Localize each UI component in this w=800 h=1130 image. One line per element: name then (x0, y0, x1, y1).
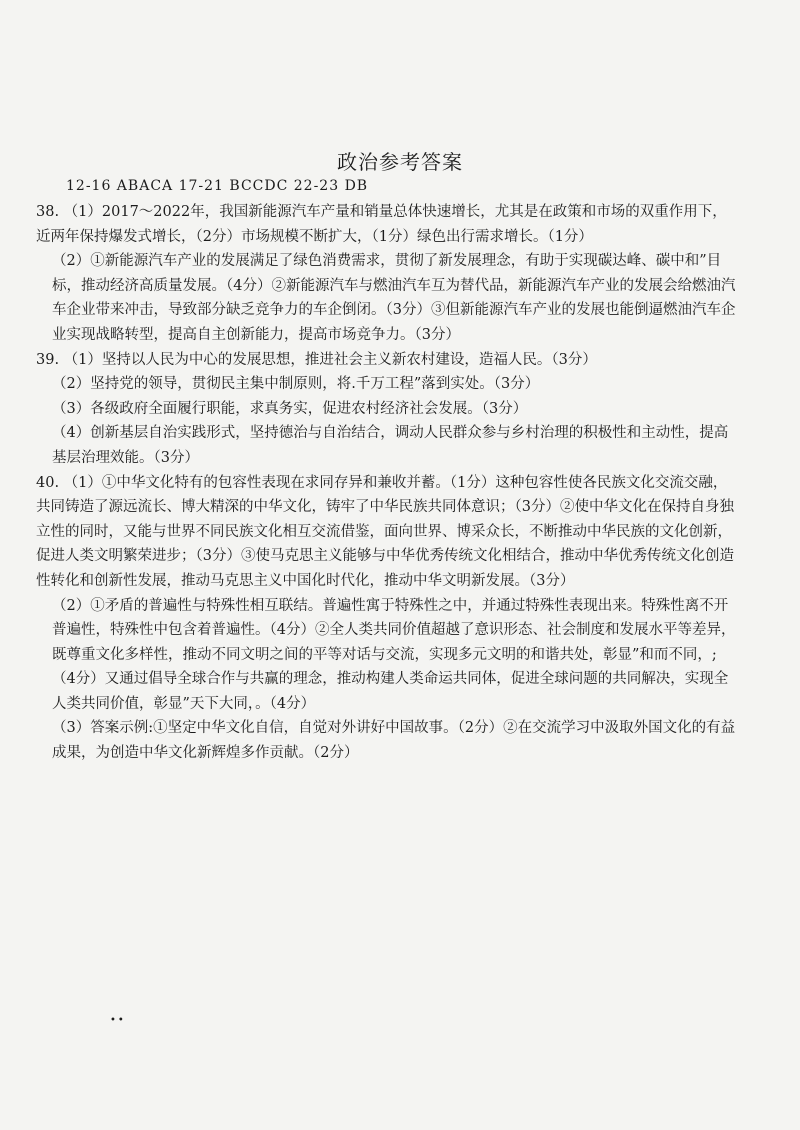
q40-part2: （2）①矛盾的普遍性与特殊性相互联结。普遍性寓于特殊性之中，并通过特殊性表现出来。特殊性离不开普遍性，特殊性中包含着普遍性。（4分）②全人类共同价值超越了意识形态、社会制度和发展水平等差异，既尊重文化多样性，推动不同文明之间的平等对话与交流，实现多元文明的和谐共处，彰显”和而不同，;（4分）又通过倡导全球合作与共赢的理念，推动构建人类命运共同体，促进全球问题的共同解决，实现全人类共同价值，彰显”天下大同，。（4分） (52, 597, 736, 712)
q39-part2: （2）坚持党的领导，贯彻民主集中制原则，将.千万工程”落到实处。（3分） (52, 376, 540, 393)
q40-part3: （3）答案示例:①坚定中华文化自信，自觉对外讲好中国故事。（2分）②在交流学习中汲取外国文化的有益成果，为创造中华文化新辉煌多作贡献。（2分） (52, 720, 736, 762)
answer-content (36, 200, 736, 766)
page-title: 政治参考答案 (337, 150, 463, 174)
q39-part3: （3）各级政府全面履行职能，求真务实，促进农村经济社会发展。（3分） (52, 400, 528, 417)
q38-part2: （2）①新能源汽车产业的发展满足了绿色消费需求，贯彻了新发展理念，有助于实现碳达峰、碳中和”目标，推动经济高质量发展。（4分）②新能源汽车与燃油汽车互为替代品，新能源汽车产业的发展会给燃油汽车企业带来冲击，导致部分缺乏竞争力的车企倒闭。（3分）③但新能源汽车产业的发展也能倒逼燃油汽车企业实现战略转型，提高自主创新能力，提高市场竞争力。（3分） (52, 253, 736, 343)
choice-answers: 12-16 ABACA 17-21 BCCDC 22-23 DB (66, 178, 369, 194)
q39-part1: 39. （1）坚持以人民为中心的发展思想，推进社会主义新农村建设，造福人民。（3分） (36, 351, 597, 368)
q40-part1: 40. （1）①中华文化特有的包容性表现在求同存异和兼收并蓄。（1分）这种包容性使各民族文化交流交融，共同铸造了源远流长、博大精深的中华文化，铸牢了中华民族共同体意识；（3分）②使中华文化在保持自身独立性的同时，又能与世界不同民族文化相互交流借鉴，面向世界、博采众长，不断推动中华民族的文化创新，促进人类文明繁荣进步；（3分）③使马克思主义能够与中华优秀传统文化相结合，推动中华优秀传统文化创造性转化和创新性发展，推动马克思主义中国化时代化，推动中华文明新发展。（3分） (36, 474, 734, 589)
q38-part1: 38. （1）2017～2022年，我国新能源汽车产量和销量总体快速增长，尤其是在政策和市场的双重作用下，近两年保持爆发式增长，（2分）市场规模不断扩大，（1分）绿色出行需求增长。（1分） (36, 204, 727, 245)
q39-part4: （4）创新基层自治实践形式，坚持德治与自治结合，调动人民群众参与乡村治理的积极性和主动性，提高基层治理效能。（3分） (52, 425, 729, 466)
footer-mark: •• (110, 1015, 126, 1026)
